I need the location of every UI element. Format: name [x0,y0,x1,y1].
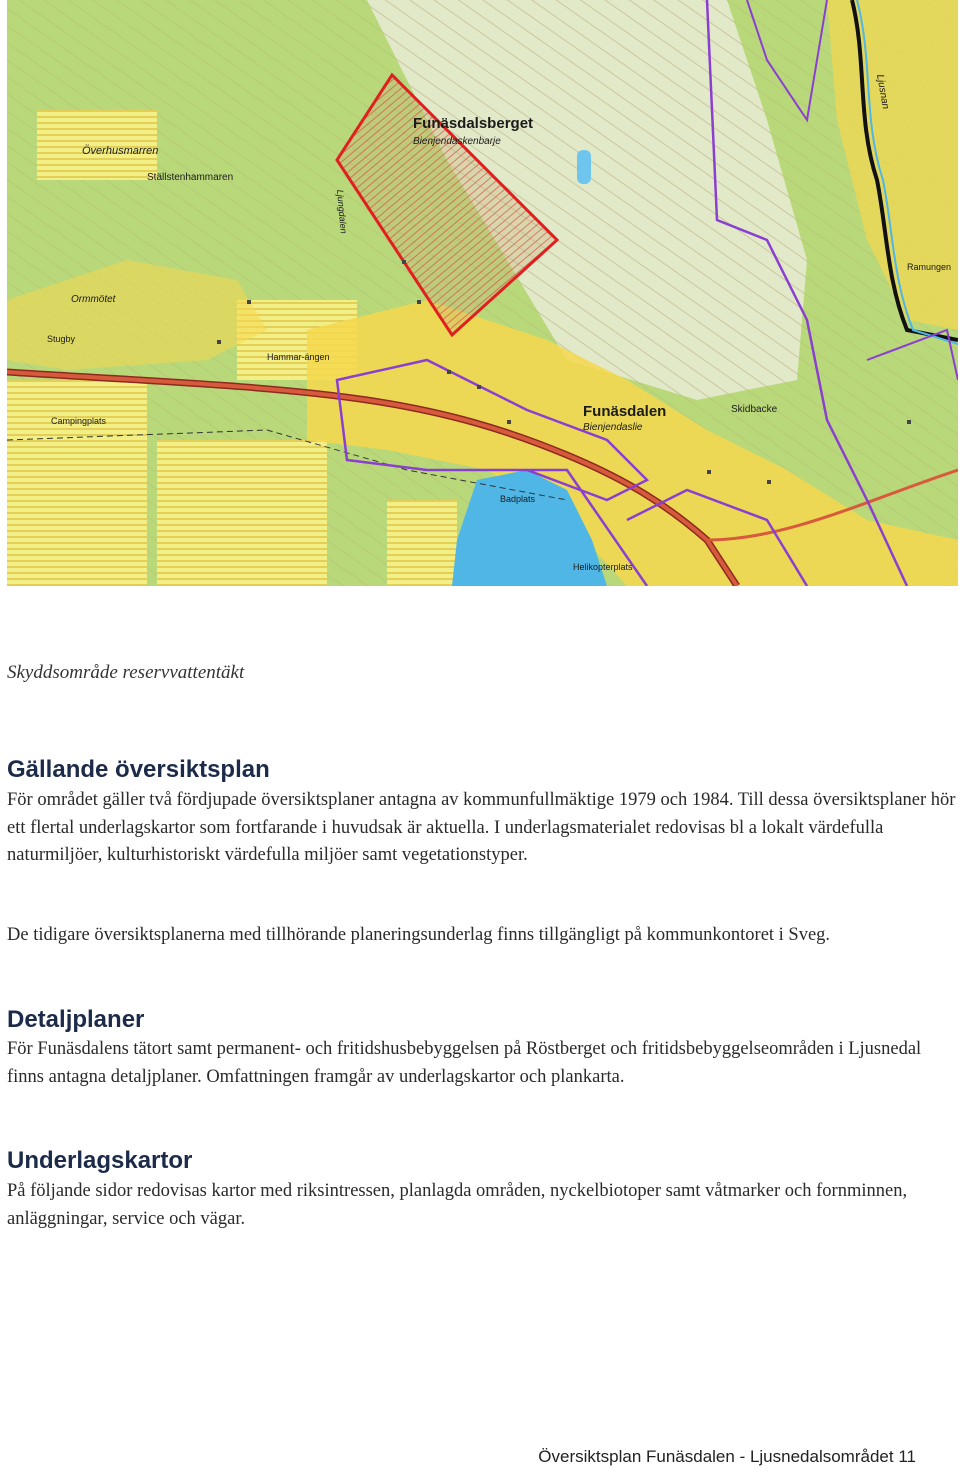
label-campingplats: Campingplats [51,416,107,426]
label-badplats: Badplats [500,494,536,504]
heading-underlagskartor: Underlagskartor [7,1147,193,1174]
label-ramungen: Ramungen [907,262,952,272]
heading-gallande-oversiktsplan: Gällande översiktsplan [7,756,270,783]
label-stallstenhammaren: Ställstenhammaren [147,172,234,183]
map-canvas [7,0,958,586]
open-land-south [157,440,327,586]
paragraph-detaljplaner: För Funäsdalens tätort samt permanent- och fritidshusbebyggelsen på Röstberget och fritidsbebyggelseområden i Ljusnedal finns antagna detaljplaner. Omfattningen framgår av underlagskartor och plankarta. [7,1039,922,1087]
label-bienjendaskenbarje: Bienjendaskenbarje [413,136,501,147]
paragraph-underlagskartor: På följande sidor redovisas kartor med riksintressen, planlagda områden, nyckelbiotoper samt våtmarker och fornminnen, anläggningar, service och vägar. [7,1181,908,1229]
label-overhusmarren: Överhusmarren [82,145,159,157]
topographic-map [7,0,958,586]
label-stugby: Stugby [47,334,76,344]
paragraph-oversiktsplan-2: De tidigare översiktsplanerna med tillhörande planeringsunderlag finns tillgängligt på kommunkontoret i Sveg. [7,925,831,945]
label-helikopterplats: Helikopterplats [573,562,633,572]
label-funasdalsberget: Funäsdalsberget [413,115,534,132]
footer-title: Översiktsplan Funäsdalen - Ljusnedalsområdet [538,1447,894,1466]
paragraph-oversiktsplan-1: För området gäller två fördjupade översiktsplaner antagna av kommunfullmäktige 1979 och 1984. Till dessa översiktsplaner hör ett flertal underlagskartor som fortfarande i huvudsak är aktuella. I underlagsmaterialet redovisas bl a lokalt värdefulla naturmiljöer, kulturhistoriskt värdefulla miljöer samt vegetationstyper. [7,790,956,865]
map-caption: Skyddsområde reservvattentäkt [7,662,245,683]
label-bienjendaslie: Bienjendaslie [583,422,643,433]
label-hammarangen: Hammar-ängen [267,352,330,362]
label-ormmotet: Ormmötet [71,294,116,305]
label-ljusnan: Ljusnan [874,73,891,111]
page-footer [538,1447,916,1467]
heading-detaljplaner: Detaljplaner [7,1006,145,1033]
footer-page-number: 11 [898,1447,916,1466]
label-funasdalen: Funäsdalen [583,403,667,420]
open-land-west [7,380,147,586]
label-ljungdalen: Ljungdalen [335,189,349,235]
label-skidbacke: Skidbacke [731,404,778,415]
